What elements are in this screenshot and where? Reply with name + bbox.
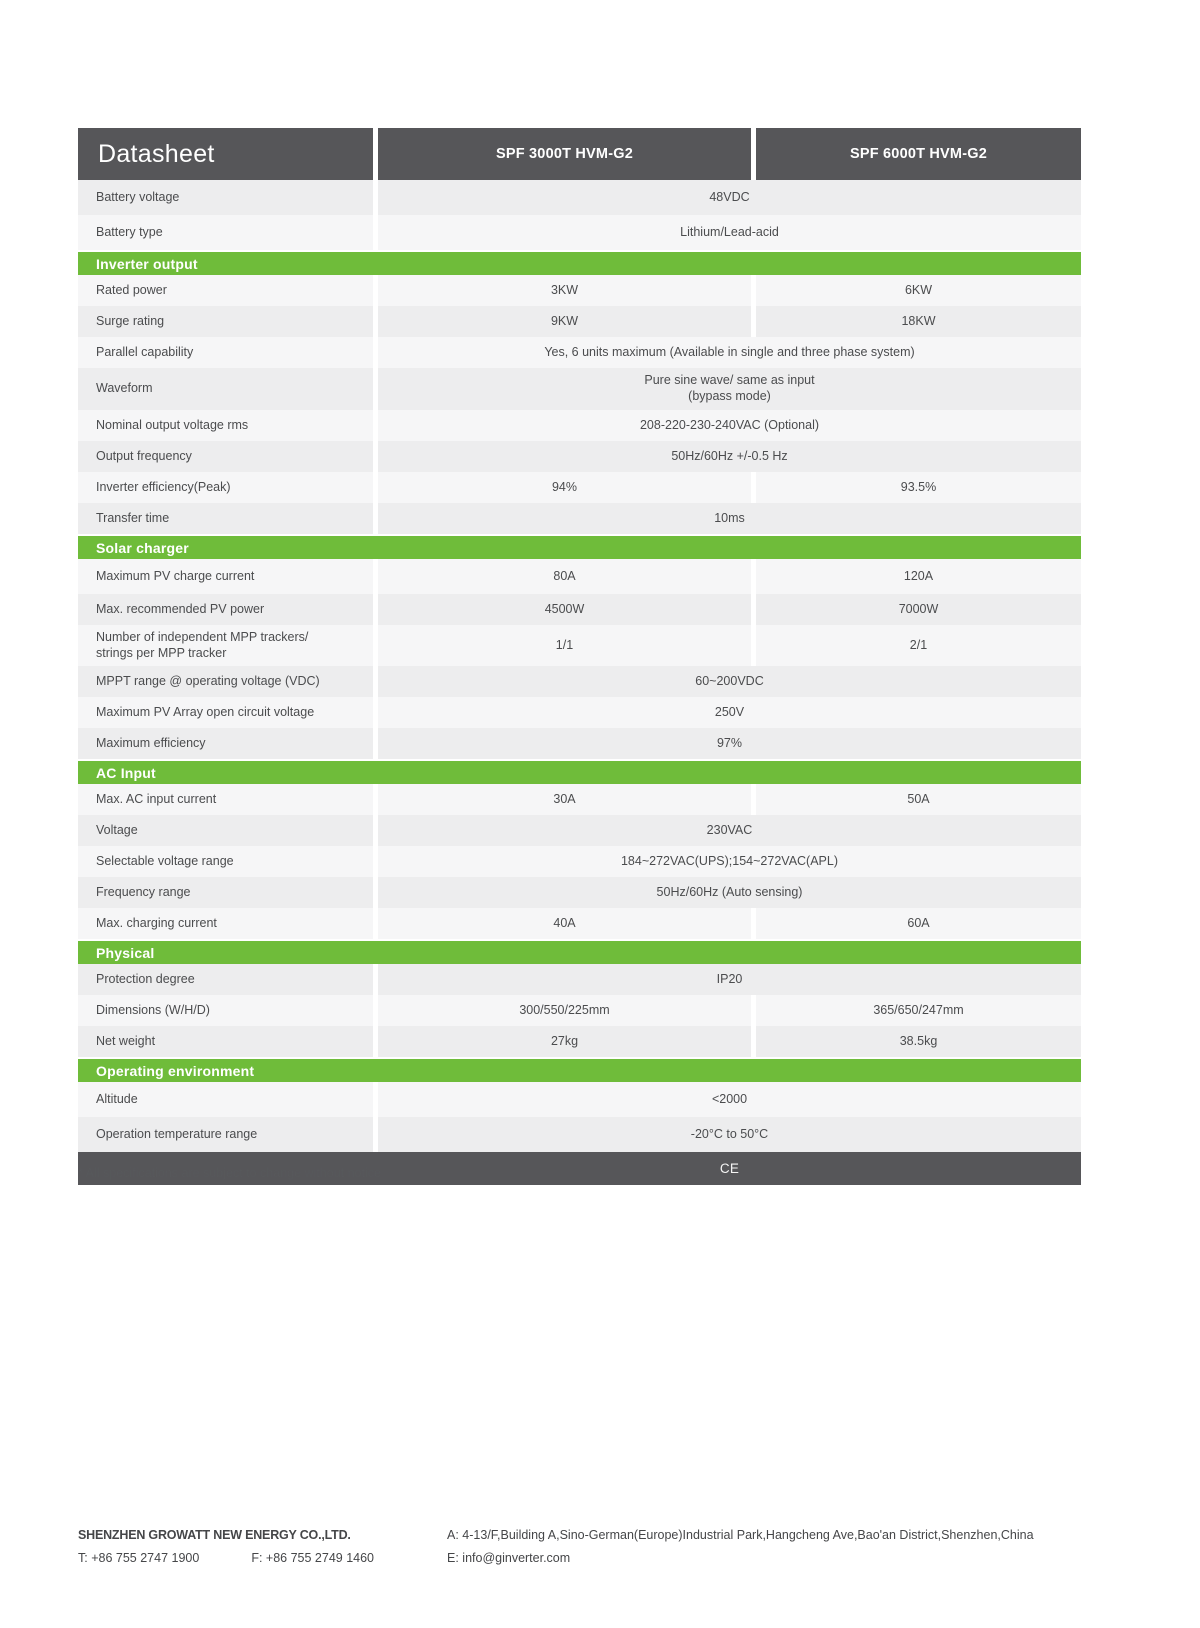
spec-label-line: strings per MPP tracker: [96, 645, 227, 660]
spec-value-line: 48VDC: [709, 189, 750, 204]
spec-label: [78, 1082, 373, 1117]
certification-mark: CE: [719, 1161, 740, 1177]
spec-row: [78, 472, 1081, 503]
column-header-model-2: SPF 6000T HVM-G2: [756, 128, 1081, 180]
spec-label-line: Rated power: [96, 282, 167, 297]
spec-value-model-2: 7000W: [756, 594, 1081, 625]
spec-value-span: [378, 368, 1081, 410]
table-header: [78, 128, 1081, 180]
phone-label: T:: [78, 1551, 88, 1565]
spec-value-model-2: 38.5kg: [756, 1026, 1081, 1057]
spec-label-line: Battery type: [96, 224, 163, 239]
spec-row: [78, 1026, 1081, 1057]
spec-value-line: (bypass mode): [688, 389, 771, 403]
spec-label: [78, 1117, 373, 1152]
section-header: [78, 536, 1081, 559]
spec-label: [78, 908, 373, 939]
spec-value-model-1: 40A: [378, 908, 751, 939]
section-header-label: Physical: [96, 944, 155, 961]
spec-label-line: Battery voltage: [96, 189, 180, 204]
spec-label-line: Altitude: [96, 1091, 138, 1106]
spec-label-line: Number of independent MPP trackers/: [96, 630, 309, 644]
spec-label-line: Max. charging current: [96, 915, 217, 930]
section-header: [78, 761, 1081, 784]
spec-label-line: Output frequency: [96, 448, 192, 463]
spec-row: [78, 559, 1081, 594]
spec-label: [78, 503, 373, 534]
spec-label-line: Maximum PV Array open circuit voltage: [96, 704, 315, 719]
spec-label: [78, 995, 373, 1026]
spec-label-line: Dimensions (W/H/D): [96, 1002, 210, 1017]
spec-label-line: Maximum PV charge current: [96, 568, 255, 583]
spec-label: [78, 697, 373, 728]
company-address: [447, 1524, 1122, 1547]
spec-row: [78, 877, 1081, 908]
spec-value-line: IP20: [716, 971, 743, 986]
company-name: SHENZHEN GROWATT NEW ENERGY CO.,LTD.: [78, 1528, 351, 1542]
spec-label: [78, 180, 373, 215]
spec-row: [78, 306, 1081, 337]
spec-label: [78, 877, 373, 908]
spec-label: [78, 625, 373, 666]
footer-contact-block: [447, 1524, 1122, 1570]
spec-value-span: [378, 815, 1081, 846]
spec-label: [78, 728, 373, 759]
spec-label: [78, 472, 373, 503]
footer-phones: [78, 1547, 447, 1570]
spec-label-line: Frequency range: [96, 884, 191, 899]
spec-value-span: [378, 441, 1081, 472]
section-header-label: AC Input: [96, 764, 156, 781]
spec-label: [78, 666, 373, 697]
spec-row: [78, 215, 1081, 250]
spec-row: [78, 275, 1081, 306]
spec-label-line: Protection degree: [96, 971, 195, 986]
spec-row: [78, 1082, 1081, 1117]
spec-value-model-1: 27kg: [378, 1026, 751, 1057]
spec-label: [78, 337, 373, 368]
spec-value-line: 184~272VAC(UPS);154~272VAC(APL): [620, 853, 839, 868]
spec-value-span: [378, 1082, 1081, 1117]
spec-value-model-1: 3KW: [378, 275, 751, 306]
disclaimer-note: * All specifications are subject to change without notice: [78, 1166, 381, 1180]
section-header: [78, 252, 1081, 275]
spec-label: [78, 410, 373, 441]
spec-label-line: Voltage: [96, 822, 138, 837]
spec-value-line: 230VAC: [706, 822, 753, 837]
spec-value-span: [378, 877, 1081, 908]
spec-label-line: Max. recommended PV power: [96, 601, 265, 616]
address-value: 4-13/F,Building A,Sino-German(Europe)Industrial Park,Hangcheng Ave,Bao'an District,Shenzhen,China: [462, 1528, 1034, 1542]
spec-value-span: [378, 964, 1081, 995]
spec-value-span: [378, 410, 1081, 441]
spec-label-line: Maximum efficiency: [96, 735, 206, 750]
spec-table: [78, 128, 1081, 1185]
page-footer: [78, 1524, 1122, 1570]
spec-row: [78, 180, 1081, 215]
spec-value-model-2: 60A: [756, 908, 1081, 939]
spec-value-model-1: 1/1: [378, 625, 751, 666]
spec-row: [78, 368, 1081, 410]
spec-value-line: Pure sine wave/ same as input: [644, 373, 815, 388]
spec-label-line: Waveform: [96, 381, 153, 396]
spec-value-line: 50Hz/60Hz (Auto sensing): [656, 884, 803, 899]
spec-row: [78, 964, 1081, 995]
spec-row: [78, 697, 1081, 728]
fax-value: +86 755 2749 1460: [265, 1551, 374, 1565]
spec-value-model-1: 300/550/225mm: [378, 995, 751, 1026]
spec-label-line: Nominal output voltage rms: [96, 417, 249, 432]
phone-number: [78, 1547, 199, 1570]
spec-label: [78, 815, 373, 846]
spec-value-model-2: 18KW: [756, 306, 1081, 337]
spec-label-line: Transfer time: [96, 510, 170, 525]
spec-value-model-2: 2/1: [756, 625, 1081, 666]
spec-row: [78, 625, 1081, 666]
spec-label: [78, 306, 373, 337]
spec-label-line: MPPT range @ operating voltage (VDC): [96, 673, 320, 688]
spec-value-model-2: 365/650/247mm: [756, 995, 1081, 1026]
spec-label-line: Parallel capability: [96, 344, 194, 359]
company-email: [447, 1547, 1122, 1570]
spec-value-line: Yes, 6 units maximum (Available in single and three phase system): [544, 344, 915, 359]
spec-value-model-2: 120A: [756, 559, 1081, 594]
spec-row: [78, 815, 1081, 846]
spec-label-line: Inverter efficiency(Peak): [96, 479, 231, 494]
spec-label: [78, 559, 373, 594]
spec-row: [78, 410, 1081, 441]
fax-number: [251, 1547, 374, 1570]
section-header-label: Operating environment: [96, 1062, 255, 1079]
page-title: Datasheet: [78, 128, 373, 180]
spec-row: [78, 995, 1081, 1026]
spec-value-line: 97%: [716, 735, 743, 750]
spec-value-line: 250V: [714, 704, 745, 719]
spec-value-model-2: 93.5%: [756, 472, 1081, 503]
spec-row: [78, 728, 1081, 759]
spec-label-line: Surge rating: [96, 313, 165, 328]
email-label: E:: [447, 1551, 459, 1565]
spec-label: [78, 964, 373, 995]
spec-value-line: 50Hz/60Hz +/-0.5 Hz: [671, 448, 788, 463]
spec-value-line: 60~200VDC: [695, 673, 764, 688]
spec-label: [78, 846, 373, 877]
spec-label: [78, 1026, 373, 1057]
spec-label-line: Net weight: [96, 1033, 156, 1048]
spec-value-span: [378, 1117, 1081, 1152]
phone-value: +86 755 2747 1900: [91, 1551, 200, 1565]
address-label: A:: [447, 1528, 459, 1542]
spec-label: [78, 441, 373, 472]
spec-label-line: Operation temperature range: [96, 1126, 258, 1141]
fax-label: F:: [251, 1551, 263, 1565]
spec-label: [78, 784, 373, 815]
spec-row: [78, 908, 1081, 939]
spec-row: [78, 846, 1081, 877]
section-header: [78, 941, 1081, 964]
spec-row: [78, 666, 1081, 697]
spec-value-span: [378, 337, 1081, 368]
spec-value-model-1: 9KW: [378, 306, 751, 337]
column-header-model-1: SPF 3000T HVM-G2: [378, 128, 751, 180]
spec-label-line: Max. AC input current: [96, 791, 217, 806]
spec-value-span: [378, 503, 1081, 534]
spec-label: [78, 368, 373, 410]
spec-label: [78, 215, 373, 250]
spec-value-model-1: 4500W: [378, 594, 751, 625]
spec-row: [78, 441, 1081, 472]
spec-value-model-2: 50A: [756, 784, 1081, 815]
section-header-label: Inverter output: [96, 255, 198, 272]
spec-value-span: [378, 180, 1081, 215]
section-header-label: Solar charger: [96, 539, 189, 556]
spec-value-line: <2000: [711, 1091, 748, 1106]
spec-label: [78, 275, 373, 306]
spec-value-model-2: 6KW: [756, 275, 1081, 306]
spec-label-line: Selectable voltage range: [96, 853, 234, 868]
spec-value-span: [378, 697, 1081, 728]
spec-value-span: [378, 215, 1081, 250]
spec-row: [78, 784, 1081, 815]
spec-row: [78, 337, 1081, 368]
spec-label: [78, 594, 373, 625]
spec-value-model-1: 94%: [378, 472, 751, 503]
footer-company-block: [78, 1524, 447, 1570]
spec-value-span: [378, 846, 1081, 877]
spec-value-span: [378, 666, 1081, 697]
spec-row: [78, 1117, 1081, 1152]
spec-value-model-1: 80A: [378, 559, 751, 594]
spec-row: [78, 503, 1081, 534]
section-header: [78, 1059, 1081, 1082]
email-value: info@ginverter.com: [462, 1551, 571, 1565]
spec-row: [78, 594, 1081, 625]
spec-value-line: 10ms: [714, 510, 745, 525]
spec-value-span: [378, 728, 1081, 759]
spec-value-line: -20°C to 50°C: [690, 1126, 769, 1141]
table-body: [78, 180, 1081, 1152]
spec-value-model-1: 30A: [378, 784, 751, 815]
spec-value-line: 208-220-230-240VAC (Optional): [639, 417, 820, 432]
spec-value-line: Lithium/Lead-acid: [680, 224, 779, 239]
